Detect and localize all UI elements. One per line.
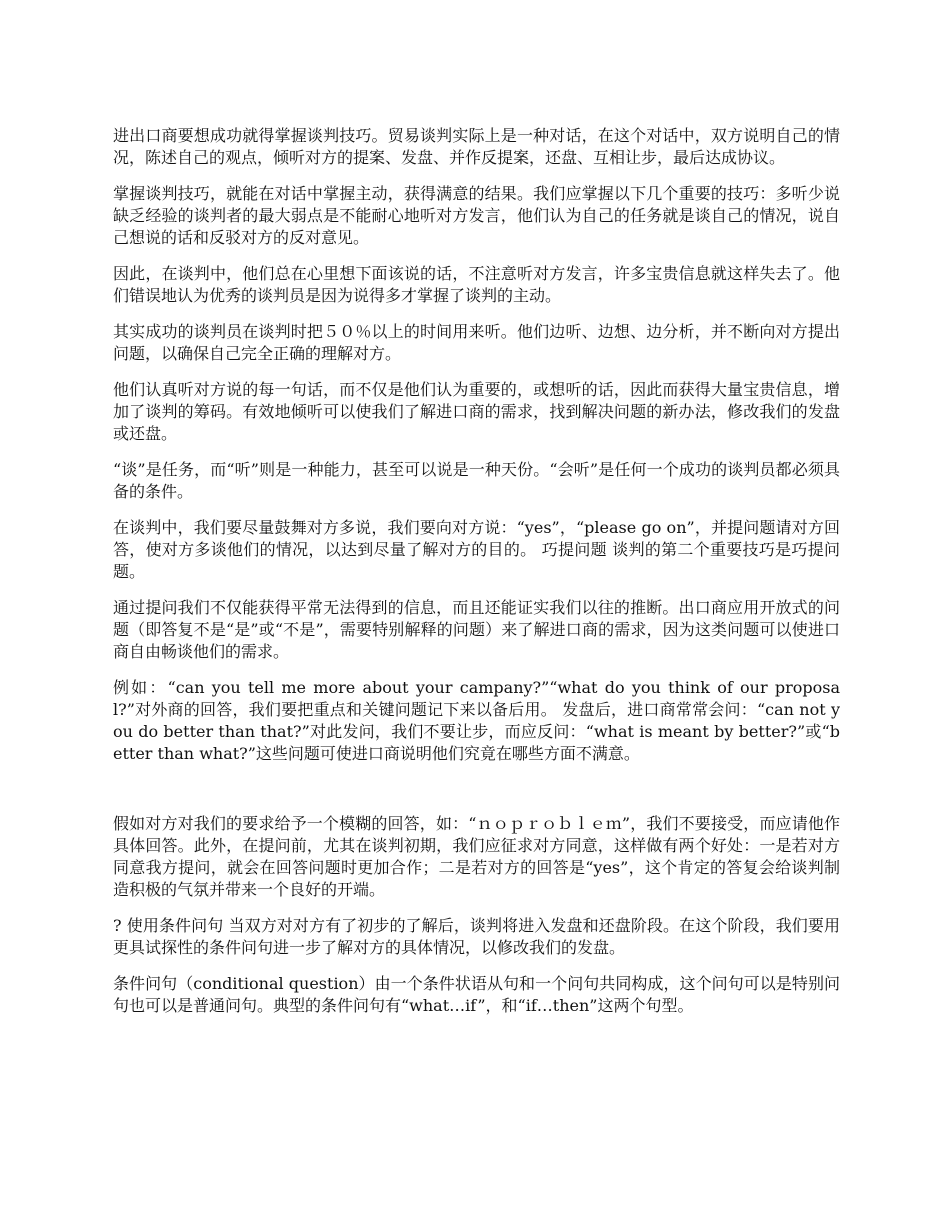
document-body (113, 125, 840, 1031)
paragraph-12: 条件问句（conditional question）由一个条件状语从句和一个问句共同构成，这个问句可以是特别问句也可以是普通问句。典型的条件问句有“what…if”，和“if…then”这两个句型。 (113, 974, 840, 1015)
paragraph-1: 进出口商要想成功就得掌握谈判技巧。贸易谈判实际上是一种对话，在这个对话中，双方说明自己的情况，陈述自己的观点，倾听对方的提案、发盘、并作反提案，还盘、互相让步，最后达成协议。 (113, 126, 840, 167)
paragraph-10: 假如对方对我们的要求给予一个模糊的回答，如：“ｎｏｐｒｏｂｌｅｍ”，我们不要接受，而应请他作具体回答。此外，在提问前，尤其在谈判初期，我们应征求对方同意，这样做有两个好处：一是若对方同意我方提问，就会在回答问题时更加合作；二是若对方的回答是“yes”，这个肯定的答复会给谈判制造积极的气氛并带来一个良好的开端。 (113, 814, 840, 899)
paragraph-7: 在谈判中，我们要尽量鼓舞对方多说，我们要向对方说：“yes”，“please go on”，并提问题请对方回答，使对方多谈他们的情况，以达到尽量了解对方的目的。 巧提问题 谈判的第二个重要技巧是巧提问题。 (113, 518, 840, 581)
paragraph-4: 其实成功的谈判员在谈判时把５０％以上的时间用来听。他们边听、边想、边分析，并不断向对方提出问题，以确保自己完全正确的理解对方。 (113, 322, 840, 363)
paragraph-6: “谈”是任务，而“听”则是一种能力，甚至可以说是一种天份。“会听”是任何一个成功的谈判员都必须具备的条件。 (113, 460, 840, 501)
paragraph-8: 通过提问我们不仅能获得平常无法得到的信息，而且还能证实我们以往的推断。出口商应用开放式的问题（即答复不是“是”或“不是”，需要特别解释的问题）来了解进口商的需求，因为这类问题可以使进口商自由畅谈他们的需求。 (113, 598, 840, 661)
paragraph-5: 他们认真听对方说的每一句话，而不仅是他们认为重要的，或想听的话，因此而获得大量宝贵信息，增加了谈判的筹码。有效地倾听可以使我们了解进口商的需求，找到解决问题的新办法，修改我们的发盘或还盘。 (113, 380, 840, 443)
paragraph-2: 掌握谈判技巧，就能在对话中掌握主动，获得满意的结果。我们应掌握以下几个重要的技巧：多听少说缺乏经验的谈判者的最大弱点是不能耐心地听对方发言，他们认为自己的任务就是谈自己的情况，说自己想说的话和反驳对方的反对意见。 (113, 184, 840, 247)
paragraph-11: ? 使用条件问句 当双方对对方有了初步的了解后，谈判将进入发盘和还盘阶段。在这个阶段，我们要用更具试探性的条件问句进一步了解对方的具体情况，以修改我们的发盘。 (113, 916, 840, 957)
paragraph-3: 因此，在谈判中，他们总在心里想下面该说的话，不注意听对方发言，许多宝贵信息就这样失去了。他们错误地认为优秀的谈判员是因为说得多才掌握了谈判的主动。 (113, 264, 840, 305)
paragraph-9: 例如：“can you tell me more about your campany?”“what do you think of our proposal?”对外商的回答，我们要把重点和关键问题记下来以备后用。 发盘后，进口商常常会问：“can not you do better than that?”对此发问，我们不要让步，而应反问：“what is meant by better?”或“better than what?”这些问题可使进口商说明他们究竟在哪些方面不满意。 (113, 678, 840, 763)
